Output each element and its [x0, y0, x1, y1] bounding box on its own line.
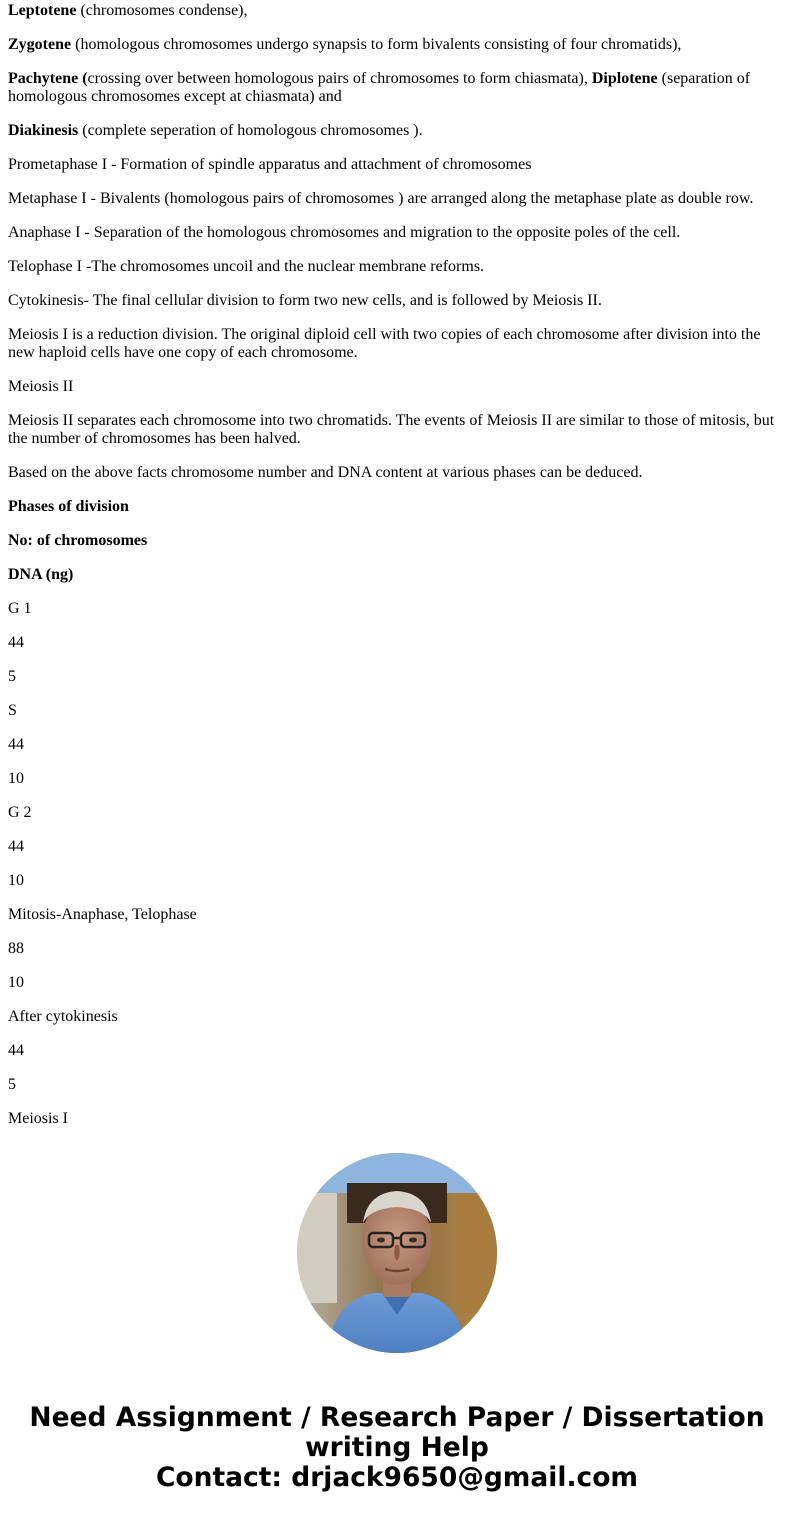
table-cell-phase: G 2: [8, 804, 32, 821]
promo-contact: Contact: drjack9650@gmail.com: [155, 1462, 639, 1493]
stage-pachytene-diplotene: [8, 70, 786, 106]
stage-diakinesis: [8, 122, 786, 140]
table-cell-dna: 10: [8, 974, 24, 991]
stage-zygotene: [8, 36, 786, 54]
table-cell-chromosomes: 44: [8, 634, 24, 651]
stage-description: (homologous chromosomes undergo synapsis to form bivalents consisting of four chromatids),: [71, 36, 682, 53]
paragraph-meiosis-one: Meiosis I is a reduction division. The original diploid cell with two copies of each chromosome after division into the new haploid cells have one copy of each chromosome.: [8, 326, 761, 361]
author-avatar: [297, 1153, 497, 1353]
paragraph-anaphase: Anaphase I - Separation of the homologous chromosomes and migration to the opposite poles of the cell.: [8, 224, 681, 241]
table-cell-dna: 10: [8, 872, 24, 889]
table-cell-chromosomes: 44: [8, 838, 24, 855]
stage-term: Zygotene: [8, 36, 72, 53]
table-cell-chromosomes: 44: [8, 736, 24, 753]
promo-line: Need Assignment / Research Paper / Dissertation: [29, 1402, 765, 1433]
table-cell-phase: After cytokinesis: [8, 1008, 118, 1025]
table-cell-phase: G 1: [8, 600, 32, 617]
paragraph-meiosis-two: Meiosis II separates each chromosome into two chromatids. The events of Meiosis II are similar to those of mitosis, but the number of chromosomes has been halved.: [8, 412, 775, 447]
heading-meiosis-two: Meiosis II: [8, 378, 74, 395]
table-cell-dna: 5: [8, 1076, 16, 1093]
stage-term: Diakinesis: [8, 122, 79, 139]
author-photo: [297, 1153, 497, 1353]
table-cell-chromosomes: 44: [8, 1042, 24, 1059]
stage-description: (complete seperation of homologous chromosomes ).: [78, 122, 423, 139]
table-cell-phase: S: [8, 702, 17, 719]
paragraph-prometaphase: Prometaphase I - Formation of spindle apparatus and attachment of chromosomes: [8, 156, 532, 173]
table-header-phase: Phases of division: [8, 498, 129, 515]
table-cell-dna: 5: [8, 668, 16, 685]
stage-description: (chromosomes condense),: [76, 2, 248, 19]
table-cell-chromosomes: 88: [8, 940, 24, 957]
paragraph-metaphase: Metaphase I - Bivalents (homologous pairs of chromosomes ) are arranged along the metaphase plate as double row.: [8, 190, 754, 207]
table-header-chromosomes: No: of chromosomes: [8, 532, 148, 549]
stage-term: Pachytene (: [8, 70, 88, 87]
table-cell-dna: 10: [8, 770, 24, 787]
promo-banner: [0, 1403, 794, 1493]
paragraph-cytokinesis: Cytokinesis- The final cellular division to form two new cells, and is followed by Meiosis II.: [8, 292, 602, 309]
stage-description: (separation of homologous chromosomes except at chiasmata) and: [8, 70, 751, 105]
table-header-dna: DNA (ng): [8, 566, 74, 583]
paragraph-telophase: Telophase I -The chromosomes uncoil and the nuclear membrane reforms.: [8, 258, 485, 275]
stage-term: Leptotene: [8, 2, 77, 19]
table-cell-phase: Mitosis-Anaphase, Telophase: [8, 906, 197, 923]
stage-description: crossing over between homologous pairs of chromosomes to form chiasmata),: [87, 70, 592, 87]
paragraph-deduce: Based on the above facts chromosome number and DNA content at various phases can be deduced.: [8, 464, 643, 481]
promo-line: writing Help: [305, 1432, 489, 1463]
table-cell-phase: Meiosis I: [8, 1110, 68, 1124]
document-body: [8, 0, 786, 1124]
stage-leptotene: [8, 2, 786, 20]
stage-term: Diplotene: [591, 70, 658, 87]
